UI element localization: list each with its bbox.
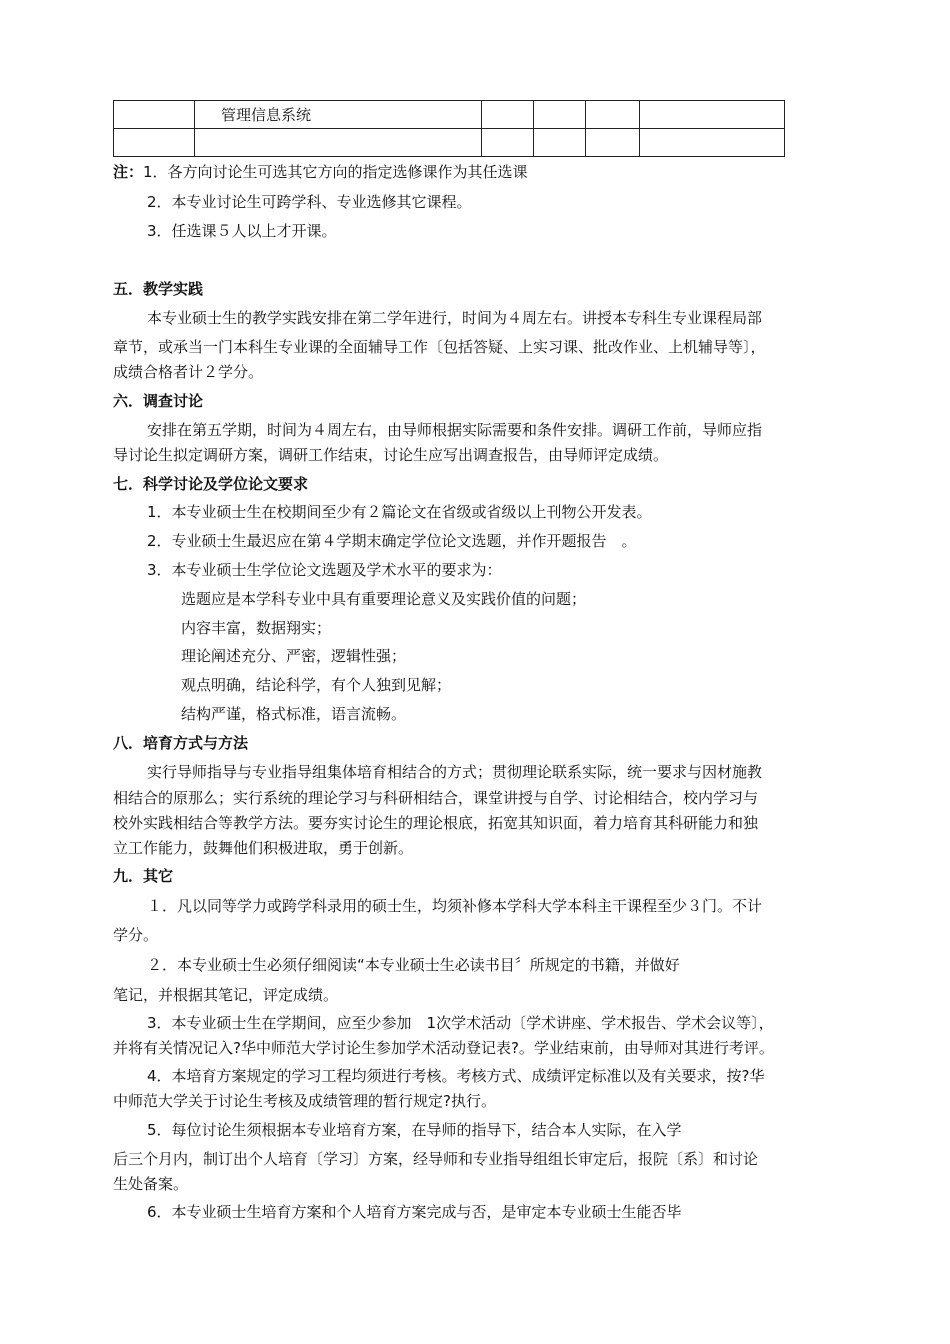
paragraph-line: 笔记，并根据其笔记，评定成绩。 — [113, 986, 339, 1004]
table-cell — [586, 129, 640, 157]
paragraph-line: ２．本专业硕士生必须仔细阅读“本专业硕士生必读书目〞所规定的书籍，并做好 — [147, 956, 680, 974]
table-cell — [114, 129, 195, 157]
table-cell — [586, 101, 640, 129]
note-line-1 — [113, 162, 528, 182]
paragraph-line: 生处备案。 — [113, 1175, 189, 1193]
paragraph-line: 6．本专业硕士生培育方案和个人培育方案完成与否，是审定本专业硕士生能否毕 — [147, 1203, 682, 1221]
table-cell — [640, 129, 785, 157]
paragraph-line: 本专业硕士生的教学实践安排在第二学年进行，时间为４周左右。讲授本专科生专业课程局部 — [147, 309, 763, 327]
requirement-item: 结构严谨，格式标准，语言流畅。 — [181, 705, 407, 723]
paragraph-line: 4．本培育方案规定的学习工程均须进行考核。考核方式、成绩评定标准以及有关要求，按?华 — [147, 1067, 765, 1085]
table-cell — [534, 129, 586, 157]
list-item: 3．本专业硕士生学位论文选题及学术水平的要求为： — [147, 561, 502, 579]
table-cell — [482, 101, 534, 129]
section-heading-5: 五．教学实践 — [113, 280, 204, 298]
list-item: 2．专业硕士生最迟应在第４学期末确定学位论文选题，并作开题报告 。 — [147, 532, 637, 550]
table-row — [114, 101, 785, 129]
paragraph-line: 章节，或承当一门本科生专业课的全面辅导工作〔包括答疑、上实习课、批改作业、上机辅导等〕， — [113, 338, 766, 356]
table-cell — [534, 101, 586, 129]
paragraph-line: 成绩合格者计２学分。 — [113, 363, 264, 381]
section-heading-7: 七．科学讨论及学位论文要求 — [113, 475, 309, 493]
course-table — [113, 100, 785, 157]
requirement-item: 理论阐述充分、严密，逻辑性强； — [181, 647, 407, 665]
paragraph-line: 并将有关情况记入?华中师范大学讨论生参加学术活动登记表?。学业结束前，由导师对其进行考评。 — [113, 1039, 774, 1057]
requirement-item: 内容丰富，数据翔实； — [181, 619, 332, 637]
note-item: 2．本专业讨论生可跨学科、专业选修其它课程。 — [147, 193, 472, 211]
note-item: 3．任选课５人以上才开课。 — [147, 222, 337, 240]
table-cell — [482, 129, 534, 157]
course-name-cell: 管理信息系统 — [195, 101, 482, 129]
paragraph-line: 学分。 — [113, 926, 159, 944]
table-cell — [195, 129, 482, 157]
requirement-item: 观点明确，结论科学，有个人独到见解； — [181, 676, 452, 694]
paragraph-line: １．凡以同等学力或跨学科录用的硕士生，均须补修本学科大学本科主干课程至少３门。不计 — [147, 897, 763, 915]
table-row — [114, 129, 785, 157]
paragraph-line: 实行导师指导与专业指导组集体培育相结合的方式；贯彻理论联系实际，统一要求与因材施教 — [147, 763, 763, 781]
table-cell — [640, 101, 785, 129]
section-heading-6: 六．调查讨论 — [113, 392, 204, 410]
paragraph-line: 导讨论生拟定调研方案，调研工作结束，讨论生应写出调查报告，由导师评定成绩。 — [113, 446, 669, 464]
paragraph-line: 校外实践相结合等教学方法。要夯实讨论生的理论根底，拓宽其知识面，着力培育其科研能力和独 — [113, 814, 759, 832]
note-item: 1．各方向讨论生可选其它方向的指定选修课作为其任选课 — [143, 163, 528, 181]
list-item: 1．本专业硕士生在校期间至少有２篇论文在省级或省级以上刊物公开发表。 — [147, 503, 652, 521]
paragraph-line: 安排在第五学期，时间为４周左右，由导师根据实际需要和条件安排。调研工作前，导师应指 — [147, 421, 763, 439]
paragraph-line: 后三个月内，制订出个人培育〔学习〕方案，经导师和专业指导组组长审定后，报院〔系〕和讨论 — [113, 1150, 759, 1168]
note-prefix: 注： — [113, 163, 144, 181]
paragraph-line: 5．每位讨论生须根据本专业培育方案，在导师的指导下，结合本人实际，在入学 — [147, 1121, 682, 1139]
paragraph-line: 3．本专业硕士生在学期间，应至少参加 1次学术活动〔学术讲座、学术报告、学术会议等〕， — [147, 1014, 774, 1032]
paragraph-line: 中师范大学关于讨论生考核及成绩管理的暂行规定?执行。 — [113, 1092, 496, 1110]
paragraph-line: 相结合的原那么；实行系统的理论学习与科研相结合，课堂讲授与自学、讨论相结合，校内学习与 — [113, 789, 759, 807]
table-cell — [114, 101, 195, 129]
paragraph-line: 立工作能力，鼓舞他们积极进取，勇于创新。 — [113, 839, 414, 857]
section-heading-9: 九．其它 — [113, 867, 174, 885]
requirement-item: 选题应是本学科专业中具有重要理论意义及实践价值的问题； — [181, 590, 587, 608]
section-heading-8: 八．培育方式与方法 — [113, 734, 249, 752]
